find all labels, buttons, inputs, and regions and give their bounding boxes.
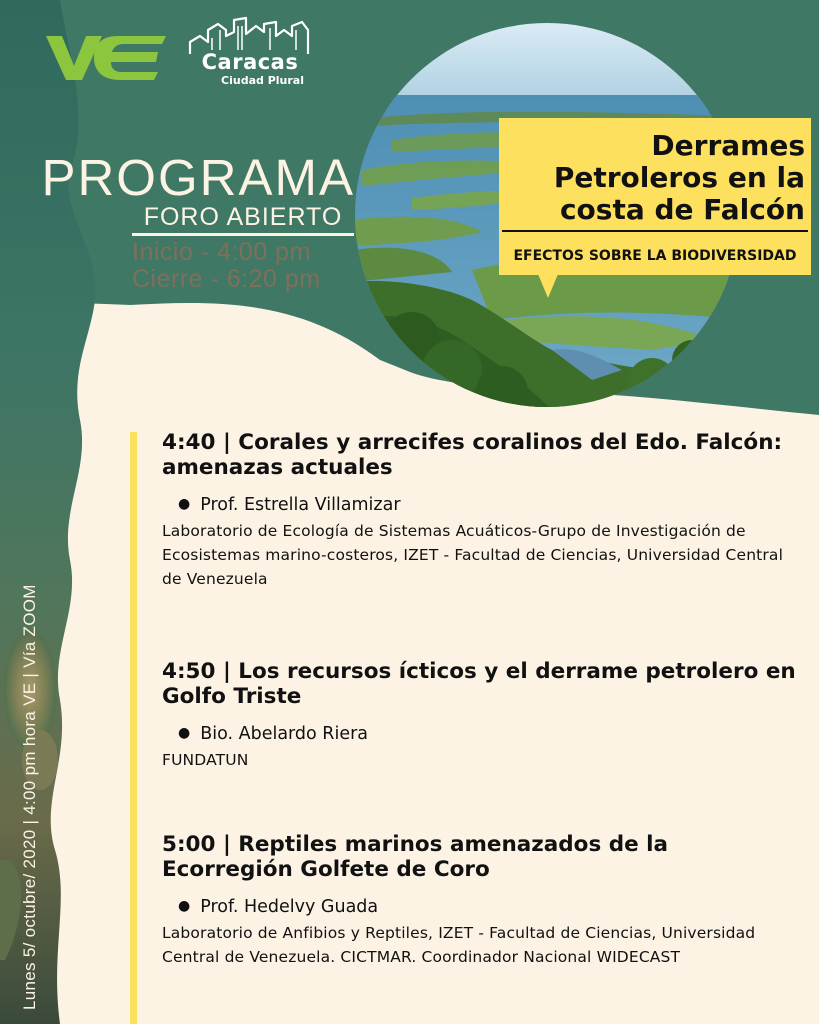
bullet-icon: ● — [178, 898, 191, 914]
talk-item — [162, 659, 802, 772]
caracas-logo-tagline: Ciudad Plural — [221, 74, 304, 87]
accent-strip — [130, 432, 137, 1024]
talk-title: 5:00 | Reptiles marinos amenazados de la Ecorregión Golfete de Coro — [162, 832, 669, 882]
talk-item — [162, 832, 802, 969]
end-time: Cierre - 6:20 pm — [132, 265, 321, 293]
foro-underline — [132, 233, 354, 236]
talk-speaker — [162, 492, 802, 517]
speaker-name: Prof. Hedelvy Guada — [200, 897, 379, 917]
ve-logo — [44, 28, 174, 84]
talk-title: 4:40 | Corales y arrecifes coralinos del Edo. Falcón: amenazas actuales — [162, 430, 783, 480]
talk-item — [162, 430, 802, 591]
speaker-affiliation: FUNDATUN — [162, 751, 249, 769]
start-time: Inicio - 4:00 pm — [132, 238, 311, 266]
speaker-affiliation: Laboratorio de Anfibios y Reptiles, IZET - Facultad de Ciencias, Universidad Central de Venezuela. CICTMAR. Coordinador Nacional WIDECAST — [162, 924, 756, 966]
speaker-affiliation: Laboratorio de Ecología de Sistemas Acuáticos-Grupo de Investigación de Ecosistemas marino-costeros, IZET - Facultad de Ciencias, Universidad Central de Venezuela — [162, 522, 784, 588]
speaker-name: Bio. Abelardo Riera — [200, 724, 369, 744]
event-date-caption: Lunes 5/ octubre/ 2020 | 4:00 pm hora VE | Vía ZOOM — [20, 584, 39, 1010]
title-divider — [502, 230, 808, 232]
event-title: Derrames Petroleros en la costa de Falcón — [553, 129, 805, 226]
speech-pointer — [538, 274, 558, 300]
bullet-icon: ● — [178, 496, 191, 512]
event-subtitle: EFECTOS SOBRE LA BIODIVERSIDAD — [513, 248, 797, 264]
programa-heading: PROGRAMA — [41, 149, 355, 206]
caracas-logo-name: Caracas — [201, 50, 299, 74]
bullet-icon: ● — [178, 725, 191, 741]
foro-abierto-subheading: FORO ABIERTO — [143, 203, 343, 231]
talk-speaker — [162, 721, 802, 746]
talk-title: 4:50 | Los recursos ícticos y el derrame petrolero en Golfo Triste — [162, 659, 796, 709]
speaker-name: Prof. Estrella Villamizar — [200, 495, 401, 515]
talk-speaker — [162, 894, 802, 919]
